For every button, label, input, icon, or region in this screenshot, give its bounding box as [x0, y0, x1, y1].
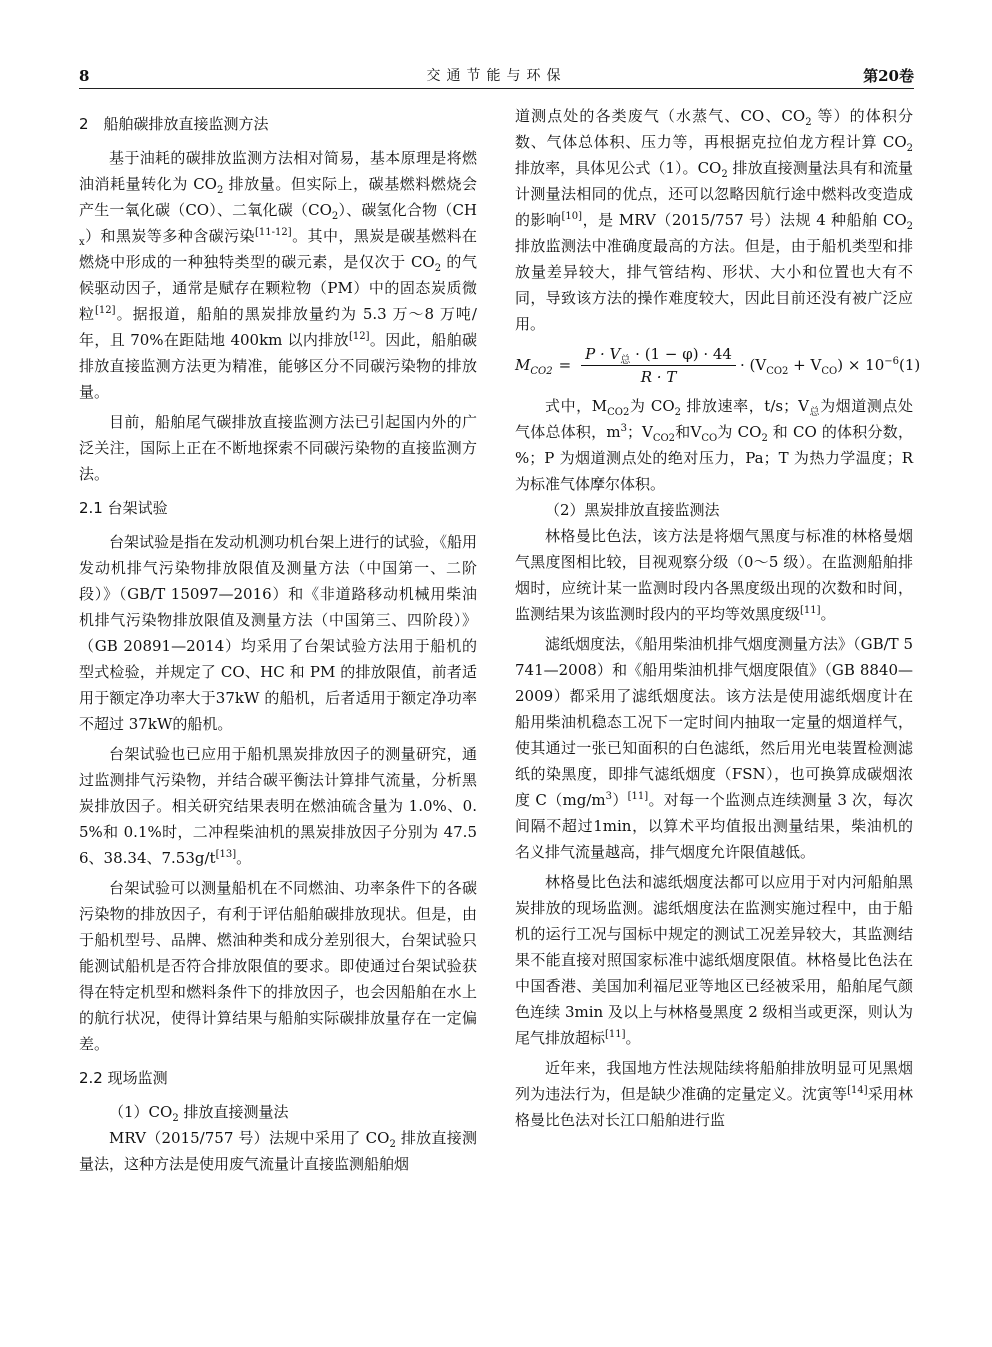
- paragraph-mrv-continued: 道测点处的各类废气（水蒸气、CO、$CO_2$ 等）的体积分数、气体总体积、压力等，再根据克拉伯龙方程计算 $CO_2$ 排放率，具体见公式（1）。$CO_2$ 排放直接测量法具有和流量计测量法相同的优点，还可以忽略因航行途中燃料改变造成的影响[10]，是 MRV（2015/757 号）法规 4 种船舶 $CO_2$ 排放监测法中准确度最高的方法。但是，由于船机类型和排放量差异较大，排气管结构、形状、大小和位置也大有不同，导致该方法的操作难度较大，因此目前还没有被广泛应用。: [515, 107, 913, 333]
- paragraph-bench-test: 台架试验是指在发动机测功机台架上进行的试验，《船用发动机排气污染物排放限值及测量方法（中国第一、二阶段）》（GB/T 15097—2016）和《非道路移动机械用柴油机排气污染物排放限值及测量方法（中国第三、四阶段）》（GB 20891—2014）均采用了台架试验方法用于船机的型式检验，并规定了 CO、HC 和 PM 的排放限值，前者适用于额定净功率大于37kW 的船机，后者适用于额定净功率不超过 37kW的船机。: [79, 533, 477, 733]
- paragraph-field-monitoring: 林格曼比色法和滤纸烟度法都可以应用于对内河船舶黑炭排放的现场监测。滤纸烟度法在监测实施过程中，由于船机的运行工况与国标中规定的测试工况差异较大，其监测结果不能直接对照国家标准中滤纸烟度限值。林格曼比色法在中国香港、美国加利福尼亚等地区已经被采用，船舶尾气颜色连续 3min 及以上与林格曼黑度 2 级相当或更深，则认为尾气排放超标[11]。: [515, 873, 913, 1047]
- equation-rhs: · $(V_{CO2} + V_{CO}) \times 10^{-6}$: [739, 356, 899, 377]
- subheading-co2-direct: $(1)CO_2$ 排放直接测量法: [109, 1103, 289, 1124]
- citation-ref: [12]: [348, 331, 370, 342]
- citation-ref: [10]: [561, 211, 583, 222]
- paragraph-filter-smoke: 滤纸烟度法，《船用柴油机排气烟度测量方法》（GB/T 5741—2008）和《船用柴油机排气烟度限值》（GB 8840—2009）都采用了滤纸烟度法。该方法是使用滤纸烟度计在船用柴油机稳态工况下一定时间内抽取一定量的烟道样气，使其通过一张已知面积的白色滤纸，然后用光电装置检测滤纸的染黑度，即排气滤纸烟度（FSN），也可换算成碳烟浓度 $C(mg/m^3)[11]$。对每一个监测点连续测量 3 次，每次间隔不超过1min，以算术平均值报出测量结果，柴油机的名义排气流量越高，排气烟度允许限值越低。: [515, 635, 913, 861]
- paragraph-bench-limits: 台架试验可以测量船机在不同燃油、功率条件下的各碳污染物的排放因子，有利于评估船舶碳排放现状。但是，由于船机型号、品牌、燃油种类和成分差别很大，台架试验只能测试船机是否符合排放限值的要求。即使通过台架试验获得在特定机型和燃料条件下的排放因子，也会因船舶在水上的航行状况，使得计算结果与船舶实际碳排放量存在一定偏差。: [79, 879, 477, 1053]
- paragraph-direct-monitoring: 目前，船舶尾气碳排放直接监测方法已引起国内外的广泛关注，国际上正在不断地探索不同碳污染物的直接监测方法。: [79, 413, 477, 483]
- paragraph-mrv: MRV（2015/757 号）法规中采用了 $CO_2$ 排放直接测量法，这种方法是使用废气流量计直接监测船舶烟: [79, 1129, 477, 1173]
- citation-ref: [14]: [847, 1085, 868, 1096]
- page-header: [79, 57, 914, 87]
- citation-ref: [13]: [215, 849, 237, 860]
- equation-number: (1): [899, 356, 921, 374]
- page-number: 8: [79, 67, 90, 85]
- header-rule: [79, 88, 914, 89]
- section-2-1-heading: 2.1 台架试验: [79, 499, 168, 517]
- citation-ref: [11]: [800, 605, 821, 616]
- citation-ref: [12]: [95, 305, 116, 316]
- section-2-2-heading: 2.2 现场监测: [79, 1069, 168, 1087]
- section-2-heading: 2 船舶碳排放直接监测方法: [79, 115, 269, 133]
- citation-ref: [11]: [605, 1029, 626, 1040]
- volume-label: 第20卷: [863, 67, 914, 85]
- citation-ref: [11]: [627, 791, 649, 802]
- paragraph-black-carbon-factor: 台架试验也已应用于船机黑炭排放因子的测量研究，通过监测排气污染物，并结合碳平衡法计算排气流量，分析黑炭排放因子。相关研究结果表明在燃油硫含量为 1.0%、0.5%和 0.1%时，二冲程柴油机的黑炭排放因子分别为 47.56、38.34、7.53g/t[13]。: [79, 745, 477, 867]
- equation-1: $M_{CO2}$ = $\frac{P \cdot V_总 \cdot (1 - \varphi) \cdot 44}{R \cdot T}$ · $(V_{CO2} + V_{CO}) \times 10^{-6}$ (1): [515, 344, 921, 386]
- paragraph-ringelmann: 林格曼比色法，该方法是将烟气黑度与标准的林格曼烟气黑度图相比较，目视观察分级（0～5 级）。在监测船舶排烟时，应统计某一监测时段内各黑度级出现的次数和时间，监测结果为该监测时段内的平均等效黑度级[11]。: [515, 527, 913, 623]
- equation-fraction: [581, 345, 736, 386]
- paragraph-regulations: 近年来，我国地方性法规陆续将船舶排放明显可见黑烟列为违法行为，但是缺少准确的定量定义。沈寅等[14]采用林格曼比色法对长江口船舶进行监: [515, 1059, 913, 1129]
- paragraph-variable-definitions: 式中，$M_{CO2}$为 $CO_2$ 排放速率，t/s；$V_总$为烟道测点处气体总体积，$m^3$；$V_{CO2}$和$V_{CO}$为 $CO_2$ 和 CO 的体积分数，%；P 为烟道测点处的绝对压力，Pa；T 为热力学温度；R 为标准气体摩尔体积。: [515, 397, 913, 493]
- fraction-numerator: $P \cdot V_总 \cdot (1 - \varphi) \cdot 44$: [581, 345, 736, 366]
- right-column: [515, 103, 921, 1303]
- left-column: [79, 103, 477, 1303]
- journal-title: 交通节能与环保: [426, 68, 567, 84]
- citation-ref: [11-12]: [255, 227, 292, 238]
- equation-lhs: $M_{CO2}$: [515, 356, 553, 377]
- subheading-black-carbon: （2）黑炭排放直接监测法: [545, 501, 720, 519]
- fraction-denominator: R · T: [640, 367, 677, 386]
- paragraph-carbon-pollutants: 基于油耗的碳排放监测方法相对简易，基本原理是将燃油消耗量转化为 $CO_2$ 排放量。但实际上，碳基燃料燃烧会产生一氧化碳（CO）、二氧化碳$(CO_2)$、碳氢化合物$(CH_x)$和黑炭等多种含碳污染[11-12]。其中，黑炭是碳基燃料在燃烧中形成的一种独特类型的碳元素，是仅次于 $CO_2$ 的气候驱动因子，通常是赋存在颗粒物（PM）中的固态炭质微粒[12]。据报道，船舶的黑炭排放量约为 5.3 万～8 万吨/年，且 70%在距陆地 400km 以内排放[12]。因此，船舶碳排放直接监测方法更为精准，能够区分不同碳污染物的排放量。: [79, 149, 477, 401]
